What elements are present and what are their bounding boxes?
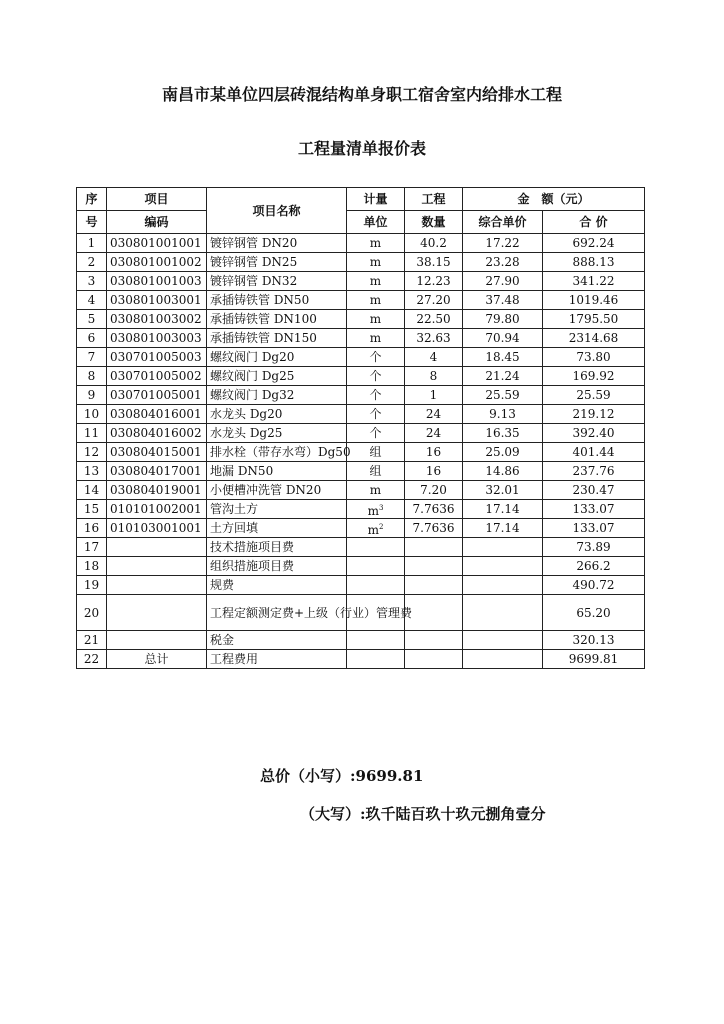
row-number: 10	[77, 405, 107, 424]
line-total: 888.13	[543, 253, 645, 272]
header-unit-bottom: 单位	[347, 211, 405, 234]
header-amount: 金 额（元）	[463, 188, 645, 211]
item-code: 030801001003	[107, 272, 207, 291]
unit-price: 14.86	[463, 462, 543, 481]
item-code: 030701005002	[107, 367, 207, 386]
unit-superscript: 3	[378, 503, 384, 512]
quotation-table	[76, 187, 645, 669]
line-total: 169.92	[543, 367, 645, 386]
row-number: 22	[77, 650, 107, 669]
table-row	[77, 367, 645, 386]
header-unit-price: 综合单价	[463, 211, 543, 234]
unit-price: 32.01	[463, 481, 543, 500]
unit-cell	[347, 500, 405, 519]
row-number: 11	[77, 424, 107, 443]
item-code: 030804016002	[107, 424, 207, 443]
unit-price: 16.35	[463, 424, 543, 443]
table-row	[77, 405, 645, 424]
item-name: 水龙头 Dg20	[207, 405, 347, 424]
empty-qty	[405, 631, 463, 650]
empty-code	[107, 557, 207, 576]
line-total: 73.80	[543, 348, 645, 367]
total-big-value: 玖千陆百玖十玖元捌角壹分	[365, 805, 546, 823]
quantity: 38.15	[405, 253, 463, 272]
item-code: 030804016001	[107, 405, 207, 424]
grand-total: 9699.81	[543, 650, 645, 669]
table-row	[77, 481, 645, 500]
row-number: 2	[77, 253, 107, 272]
empty-unit	[347, 650, 405, 669]
line-total: 133.07	[543, 519, 645, 538]
quantity: 7.7636	[405, 500, 463, 519]
unit-cell: m	[347, 272, 405, 291]
header-code-top: 项目	[107, 188, 207, 211]
item-name: 镀锌钢管 DN25	[207, 253, 347, 272]
unit-price: 70.94	[463, 329, 543, 348]
empty-qty	[405, 595, 463, 631]
item-code: 030801001001	[107, 234, 207, 253]
item-name: 螺纹阀门 Dg20	[207, 348, 347, 367]
unit-price: 27.90	[463, 272, 543, 291]
empty-qty	[405, 650, 463, 669]
row-number: 9	[77, 386, 107, 405]
fee-total: 320.13	[543, 631, 645, 650]
header-seq-bottom: 号	[77, 211, 107, 234]
line-total: 237.76	[543, 462, 645, 481]
table-header-row-2	[77, 211, 645, 234]
unit-price: 17.14	[463, 519, 543, 538]
unit-cell	[347, 519, 405, 538]
item-code: 010103001001	[107, 519, 207, 538]
table-row	[77, 500, 645, 519]
header-unit-top: 计量	[347, 188, 405, 211]
item-name: 承插铸铁管 DN150	[207, 329, 347, 348]
row-number: 17	[77, 538, 107, 557]
quantity: 22.50	[405, 310, 463, 329]
item-code: 030801003002	[107, 310, 207, 329]
unit-cell: 组	[347, 462, 405, 481]
unit-cell: m	[347, 234, 405, 253]
empty-qty	[405, 576, 463, 595]
table-row	[77, 329, 645, 348]
fee-name: 税金	[207, 631, 347, 650]
fee-row	[77, 538, 645, 557]
unit-cell: m	[347, 481, 405, 500]
item-name: 地漏 DN50	[207, 462, 347, 481]
line-total: 692.24	[543, 234, 645, 253]
quantity: 27.20	[405, 291, 463, 310]
unit-price: 17.14	[463, 500, 543, 519]
total-small	[260, 765, 423, 786]
header-seq-top: 序	[77, 188, 107, 211]
document-subtitle: 工程量清单报价表	[297, 139, 426, 158]
unit-price: 21.24	[463, 367, 543, 386]
item-name: 水龙头 Dg25	[207, 424, 347, 443]
empty-unit	[347, 576, 405, 595]
empty-unit	[347, 538, 405, 557]
item-code: 030801003003	[107, 329, 207, 348]
item-name: 承插铸铁管 DN100	[207, 310, 347, 329]
fee-row	[77, 557, 645, 576]
table-header-row-1	[77, 188, 645, 211]
table-row	[77, 443, 645, 462]
empty-code	[107, 576, 207, 595]
fee-row	[77, 631, 645, 650]
item-code: 030804015001	[107, 443, 207, 462]
unit-superscript: 2	[378, 522, 384, 531]
row-number: 21	[77, 631, 107, 650]
line-total: 133.07	[543, 500, 645, 519]
line-total: 25.59	[543, 386, 645, 405]
item-code: 030801001002	[107, 253, 207, 272]
fee-row	[77, 595, 645, 631]
fee-total: 73.89	[543, 538, 645, 557]
quantity: 8	[405, 367, 463, 386]
table-row	[77, 519, 645, 538]
row-number: 14	[77, 481, 107, 500]
item-name: 镀锌钢管 DN32	[207, 272, 347, 291]
unit-cell: m	[347, 310, 405, 329]
unit-price: 17.22	[463, 234, 543, 253]
line-total: 401.44	[543, 443, 645, 462]
quantity: 24	[405, 405, 463, 424]
table-row	[77, 386, 645, 405]
header-name: 项目名称	[207, 188, 347, 234]
empty-code	[107, 595, 207, 631]
empty-unit	[347, 631, 405, 650]
unit-cell: m	[347, 291, 405, 310]
unit-price: 23.28	[463, 253, 543, 272]
table-row	[77, 291, 645, 310]
item-code: 030701005003	[107, 348, 207, 367]
table-row	[77, 234, 645, 253]
unit-text: m	[367, 503, 379, 518]
quantity: 4	[405, 348, 463, 367]
quantity: 16	[405, 443, 463, 462]
item-code: 010101002001	[107, 500, 207, 519]
total-small-label: 总价（小写）:	[260, 767, 356, 785]
quantity: 7.20	[405, 481, 463, 500]
fee-name: 组织措施项目费	[207, 557, 347, 576]
summary-label: 总计	[107, 650, 207, 669]
empty-price	[463, 650, 543, 669]
unit-cell: 个	[347, 424, 405, 443]
quantity: 7.7636	[405, 519, 463, 538]
empty-qty	[405, 557, 463, 576]
fee-total: 490.72	[543, 576, 645, 595]
line-total: 2314.68	[543, 329, 645, 348]
fee-total: 266.2	[543, 557, 645, 576]
line-total: 392.40	[543, 424, 645, 443]
table-row	[77, 424, 645, 443]
item-code: 030804017001	[107, 462, 207, 481]
unit-cell: 组	[347, 443, 405, 462]
empty-price	[463, 631, 543, 650]
item-name: 管沟土方	[207, 500, 347, 519]
empty-price	[463, 538, 543, 557]
item-name: 承插铸铁管 DN50	[207, 291, 347, 310]
row-number: 7	[77, 348, 107, 367]
fee-name: 规费	[207, 576, 347, 595]
table-row	[77, 348, 645, 367]
quantity: 1	[405, 386, 463, 405]
item-name: 排水栓（带存水弯）Dg50	[207, 443, 347, 462]
fee-row	[77, 576, 645, 595]
empty-price	[463, 595, 543, 631]
quantity: 32.63	[405, 329, 463, 348]
item-code: 030701005001	[107, 386, 207, 405]
line-total: 1019.46	[543, 291, 645, 310]
row-number: 6	[77, 329, 107, 348]
fee-name: 技术措施项目费	[207, 538, 347, 557]
item-code: 030804019001	[107, 481, 207, 500]
quantity: 12.23	[405, 272, 463, 291]
empty-price	[463, 557, 543, 576]
row-number: 16	[77, 519, 107, 538]
total-big	[300, 803, 546, 824]
empty-price	[463, 576, 543, 595]
unit-text: m	[367, 522, 379, 537]
row-number: 4	[77, 291, 107, 310]
header-code-bottom: 编码	[107, 211, 207, 234]
table-row	[77, 253, 645, 272]
total-small-value: 9699.81	[355, 767, 424, 785]
row-number: 19	[77, 576, 107, 595]
table-row	[77, 462, 645, 481]
total-big-label: （大写）:	[300, 805, 366, 823]
unit-cell: 个	[347, 405, 405, 424]
unit-cell: 个	[347, 348, 405, 367]
row-number: 8	[77, 367, 107, 386]
empty-unit	[347, 557, 405, 576]
unit-price: 25.59	[463, 386, 543, 405]
row-number: 12	[77, 443, 107, 462]
unit-price: 9.13	[463, 405, 543, 424]
item-code: 030801003001	[107, 291, 207, 310]
row-number: 15	[77, 500, 107, 519]
item-name: 土方回填	[207, 519, 347, 538]
table-row	[77, 272, 645, 291]
unit-cell: m	[347, 253, 405, 272]
row-number: 1	[77, 234, 107, 253]
line-total: 219.12	[543, 405, 645, 424]
summary-name: 工程费用	[207, 650, 347, 669]
unit-price: 37.48	[463, 291, 543, 310]
item-name: 螺纹阀门 Dg25	[207, 367, 347, 386]
row-number: 3	[77, 272, 107, 291]
fee-total: 65.20	[543, 595, 645, 631]
unit-price: 79.80	[463, 310, 543, 329]
unit-cell: 个	[347, 367, 405, 386]
header-qty-top: 工程	[405, 188, 463, 211]
quantity: 24	[405, 424, 463, 443]
item-name: 螺纹阀门 Dg32	[207, 386, 347, 405]
row-number: 5	[77, 310, 107, 329]
row-number: 20	[77, 595, 107, 631]
unit-cell: m	[347, 329, 405, 348]
row-number: 13	[77, 462, 107, 481]
quantity: 16	[405, 462, 463, 481]
unit-cell: 个	[347, 386, 405, 405]
item-name: 小便槽冲洗管 DN20	[207, 481, 347, 500]
fee-name: 工程定额测定费+上级（行业）管理费	[207, 595, 347, 631]
line-total: 230.47	[543, 481, 645, 500]
unit-price: 25.09	[463, 443, 543, 462]
quantity: 40.2	[405, 234, 463, 253]
empty-code	[107, 631, 207, 650]
empty-code	[107, 538, 207, 557]
empty-qty	[405, 538, 463, 557]
unit-price: 18.45	[463, 348, 543, 367]
summary-row	[77, 650, 645, 669]
line-total: 1795.50	[543, 310, 645, 329]
header-total: 合 价	[543, 211, 645, 234]
header-qty-bottom: 数量	[405, 211, 463, 234]
table-row	[77, 310, 645, 329]
line-total: 341.22	[543, 272, 645, 291]
document-title: 南昌市某单位四层砖混结构单身职工宿舍室内给排水工程	[161, 85, 562, 104]
row-number: 18	[77, 557, 107, 576]
item-name: 镀锌钢管 DN20	[207, 234, 347, 253]
